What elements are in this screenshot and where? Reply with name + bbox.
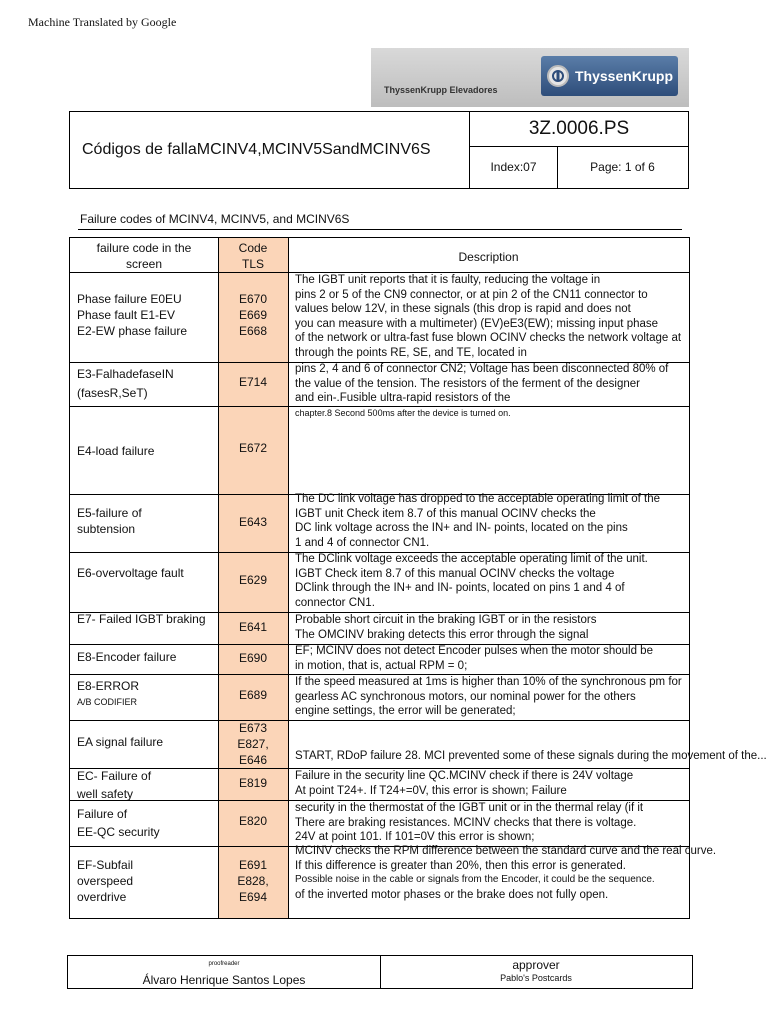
row-tls-code: E691 E828, E694 [237, 858, 269, 904]
page-indicator: Page: 1 of 6 [590, 160, 655, 174]
row-screen-label: Phase failure E0EU Phase fault E1-EV E2-EW phase failure [77, 292, 188, 338]
row-screen-label: EC- Failure of well safety [77, 769, 152, 801]
title-block [69, 111, 689, 189]
row-screen-label: E4-load failure [77, 444, 155, 458]
document-index: Index:07 [470, 146, 558, 188]
document-code: 3Z.0006.PS [470, 112, 688, 147]
row-description: The IGBT unit reports that it is faulty, reducing the voltage in pins 2 or 5 of the CN9 connector, or at pin 2 of the CN11 connector to values below 12V, in these signals (this drop is rapid and does not you can measure with a multimeter) (EV)eE3(EW); missing input phase of the network or ultra-fast fuse blown OCINV checks the network voltage at through the points RE, SE, and TE, located in [295, 274, 682, 359]
row-tls-code: E714 [238, 375, 268, 389]
approver-name: Pablo's Postcards [500, 973, 572, 983]
row-tls-code: E641 [238, 620, 268, 634]
brand-name: ThyssenKrupp [575, 68, 674, 84]
row-tls-code: E820 [238, 814, 268, 828]
section-subtitle: Failure codes of MCINV4, MCINV5, and MCINV6S [80, 212, 350, 226]
header-description: Description [458, 250, 519, 264]
row-description: Probable short circuit in the braking IGBT or in the resistors The OMCINV braking detects this error through the signal [295, 614, 597, 641]
row-tls-code: E670 E669 E668 [238, 292, 268, 338]
header-code-screen: failure code in the screen [96, 241, 192, 271]
row-screen-label: EA signal failure [77, 735, 164, 749]
row-description: START, RDoP failure 28. MCI prevented some of these signals during the movement of the... [295, 750, 767, 762]
row-description: pins 2, 4 and 6 of connector CN2; Voltage has been disconnected 80% of the value of the tension. The resistors of the ferment of the designer and ein-.Fusible ultra-rapid resistors of the [295, 363, 669, 404]
row-description: If the speed measured at 1ms is higher than 10% of the synchronous pm for gearless AC synchronous motors, our nominal power for the others engine settings, the error will be generated; [295, 676, 682, 717]
row-screen-label: Failure of EE-QC security [77, 807, 160, 839]
header-code-tls: Code TLS [238, 241, 268, 271]
machine-translation-note: Machine Translated by Google [28, 15, 177, 29]
proofreader-name: Álvaro Henrique Santos Lopes [142, 973, 306, 987]
row-screen-label: E3-FalhadefaseIN (fasesR,SeT) [77, 367, 174, 400]
brand-logo [541, 56, 678, 96]
column-divider [288, 238, 289, 918]
row-tls-code: E819 [238, 776, 268, 790]
row-description: The DClink voltage exceeds the acceptable operating limit of the unit. IGBT Check item 8.7 of this manual OCINV checks the voltage DClink through the IN+ and IN- points, located on pins 1 and 4 of connector CN1. [295, 553, 648, 609]
row-screen-label: E5-failure of subtension [77, 506, 142, 536]
row-tls-code: E689 [238, 688, 268, 702]
row-tls-code: E672 [238, 441, 268, 455]
row-description: EF; MCINV does not detect Encoder pulses when the motor should be in motion, that is, actual RPM = 0; [295, 645, 653, 672]
company-logo-banner [371, 48, 689, 107]
logo-left-text: ThyssenKrupp Elevadores [384, 85, 498, 95]
document-title: Códigos de fallaMCINV4,MCINV5SandMCINV6S [70, 112, 470, 188]
approver-label: approver [512, 958, 560, 972]
row-divider [70, 720, 689, 721]
row-screen-label: EF-Subfail overspeed overdrive [77, 858, 134, 904]
row-description: The DC link voltage has dropped to the acceptable operating limit of the IGBT unit Check item 8.7 of this manual OCINV checks the DC link voltage across the IN+ and IN- points, located on the pins 1 and 4 of connector CN1. [295, 493, 661, 549]
subtitle-divider [78, 229, 682, 230]
row-screen-label: E6-overvoltage fault [77, 566, 184, 580]
row-tls-code: E673 E827, E646 [237, 721, 269, 767]
row-tls-code: E643 [238, 515, 268, 529]
row-screen-label: E8-Encoder failure [77, 650, 177, 664]
row-description: chapter.8 Second 500ms after the device is turned on. [295, 408, 511, 418]
row-tls-code: E690 [238, 651, 268, 665]
failure-codes-table [69, 237, 767, 919]
row-screen-label: E8-ERROR A/B CODIFIER [77, 679, 140, 707]
row-description: security in the thermostat of the IGBT unit or in the thermal relay (if it There are braking resistances. MCINV checks that there is voltage. 24V at point 101. If 101=0V this error is shown; [295, 802, 644, 843]
row-description: Failure in the security line QC.MCINV check if there is 24V voltage At point T24+. If T24+=0V, this error is shown; Failure [295, 770, 634, 797]
proofreader-label: proofreader [208, 961, 240, 967]
row-description: MCINV checks the RPM difference between the standard curve and the real curve. If this difference is greater than 20%, then this error is generated. Possible noise in the cable or signals from the Encoder, it could be the sequence. of the inverted motor phases or the brake does not fully open. [295, 845, 717, 901]
row-tls-code: E629 [238, 573, 268, 587]
signoff-footer [67, 955, 693, 989]
brand-emblem-icon [547, 65, 569, 87]
row-screen-label: E7- Failed IGBT braking [77, 612, 206, 626]
